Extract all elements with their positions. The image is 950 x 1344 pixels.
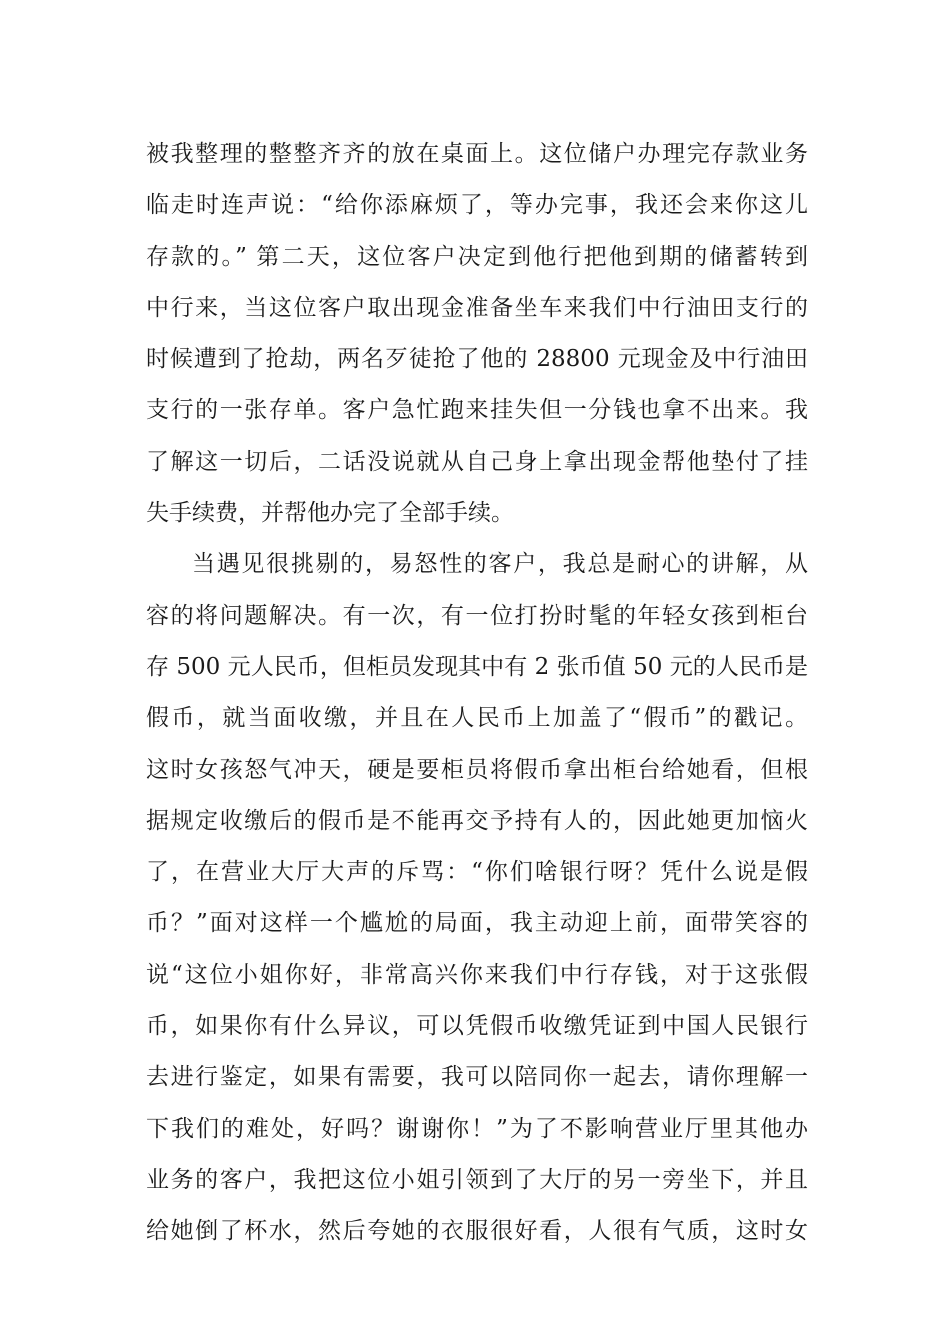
text-line: 据规定收缴后的假币是不能再交予持有人的，因此她更加恼火 — [146, 807, 808, 834]
text-line: 假币，就当面收缴，并且在人民币上加盖了“假币”的戳记。 — [146, 705, 808, 732]
text-line: 当遇见很挑剔的，易怒性的客户，我总是耐心的讲解，从 — [192, 551, 808, 578]
paragraph-2 — [146, 539, 808, 1257]
text-line: 了，在营业大厅大声的斥骂：“你们啥银行呀？凭什么说是假 — [146, 859, 808, 886]
body-text — [146, 129, 808, 1258]
text-line: 时候遭到了抢劫，两名歹徒抢了他的 28800 元现金及中行油田 — [146, 346, 808, 373]
text-line: 存 500 元人民币，但柜员发现其中有 2 张币值 50 元的人民币是 — [146, 653, 808, 680]
text-line: 临走时连声说：“给你添麻烦了，等办完事，我还会来你这儿 — [146, 192, 808, 219]
text-line: 下我们的难处，好吗？谢谢你！”为了不影响营业厅里其他办 — [146, 1115, 808, 1142]
paragraph-1 — [146, 129, 808, 539]
text-line: 支行的一张存单。客户急忙跑来挂失但一分钱也拿不出来。我 — [146, 397, 808, 424]
text-line: 容的将问题解决。有一次，有一位打扮时髦的年轻女孩到柜台 — [146, 602, 808, 629]
text-line: 失手续费，并帮他办完了全部手续。 — [146, 500, 514, 527]
text-line: 币？”面对这样一个尴尬的局面，我主动迎上前，面带笑容的 — [146, 910, 808, 937]
text-line: 了解这一切后，二话没说就从自己身上拿出现金帮他垫付了挂 — [146, 448, 808, 475]
text-line: 币，如果你有什么异议，可以凭假币收缴凭证到中国人民银行 — [146, 1013, 808, 1040]
text-line: 给她倒了杯水，然后夸她的衣服很好看，人很有气质，这时女 — [146, 1218, 808, 1245]
text-line: 存款的。” 第二天，这位客户决定到他行把他到期的储蓄转到 — [146, 243, 808, 270]
text-line: 去进行鉴定，如果有需要，我可以陪同你一起去，请你理解一 — [146, 1064, 808, 1091]
text-line: 说“这位小姐你好，非常高兴你来我们中行存钱，对于这张假 — [146, 961, 808, 988]
text-line: 业务的客户，我把这位小姐引领到了大厅的另一旁坐下，并且 — [146, 1166, 808, 1193]
text-line: 中行来，当这位客户取出现金准备坐车来我们中行油田支行的 — [146, 294, 808, 321]
text-line: 这时女孩怒气冲天，硬是要柜员将假币拿出柜台给她看，但根 — [146, 756, 808, 783]
text-line: 被我整理的整整齐齐的放在桌面上。这位储户办理完存款业务 — [146, 141, 808, 167]
